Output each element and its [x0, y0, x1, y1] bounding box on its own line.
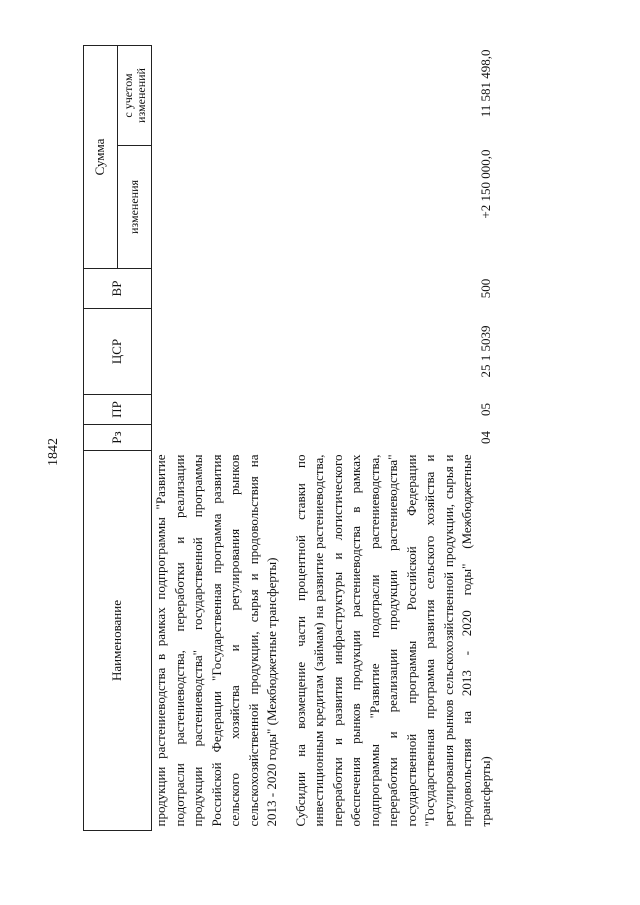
row-name: Субсидии на возмещение части процентной ставки по инвестиционным кредитам (займам) на развитие растениеводства, переработки и развития инфраструктуры и логистического обеспечения рынков продукции растениеводства в рамках подпрограммы "Развитие подотрасли растениеводства, переработки и реализации продукции растениеводства" государственной программы Российской Федерации "Государственная программа развития сельского хозяйства и регулирования рынков сельскохозяйственной продукции, сырья и продовольствия на 2013 - 2020 годы" (Межбюджетные трансферты)	[292, 454, 493, 827]
row-change: +2 150 000,0	[477, 149, 493, 219]
row-name: продукции растениеводства в рамках подпрограммы "Развитие подотрасли растениеводства, переработки и реализации продукции растениеводства" государственной программы Российской Федерации "Государственная программа развития сельского хозяйства и регулирования рынков сельскохозяйственной продукции, сырья и продовольствия на 2013 - 2020 годы" (Межбюджетные трансферты)	[153, 454, 279, 827]
header-vr: ВР	[84, 269, 152, 309]
header-changes: изменения	[118, 146, 152, 269]
row-pr	[152, 395, 282, 425]
header-pr: ПР	[84, 395, 152, 425]
header-with-changes: с учетом изменений	[118, 46, 152, 146]
row-rz	[152, 425, 282, 451]
row-total	[152, 46, 282, 146]
row-vr	[152, 269, 282, 309]
row-pr: 05	[477, 403, 493, 416]
table-row	[152, 46, 282, 831]
row-change	[152, 146, 282, 269]
row-rz: 04	[477, 431, 493, 444]
row-gap	[495, 46, 513, 831]
header-rz: Рз	[84, 425, 152, 451]
row-gap	[282, 46, 292, 831]
row-vr: 500	[477, 278, 493, 299]
row-csr: 25 1 5039	[477, 325, 493, 378]
table-row	[292, 46, 496, 831]
header-row	[84, 46, 118, 831]
page-number: 1842	[46, 438, 61, 466]
budget-table	[83, 45, 513, 831]
header-name: Наименование	[84, 451, 152, 831]
row-csr	[152, 309, 282, 395]
rotated-table-container	[83, 46, 583, 831]
header-csr: ЦСР	[84, 309, 152, 395]
header-sum: Сумма	[84, 46, 118, 269]
row-total: 11 581 498,0	[477, 49, 493, 118]
